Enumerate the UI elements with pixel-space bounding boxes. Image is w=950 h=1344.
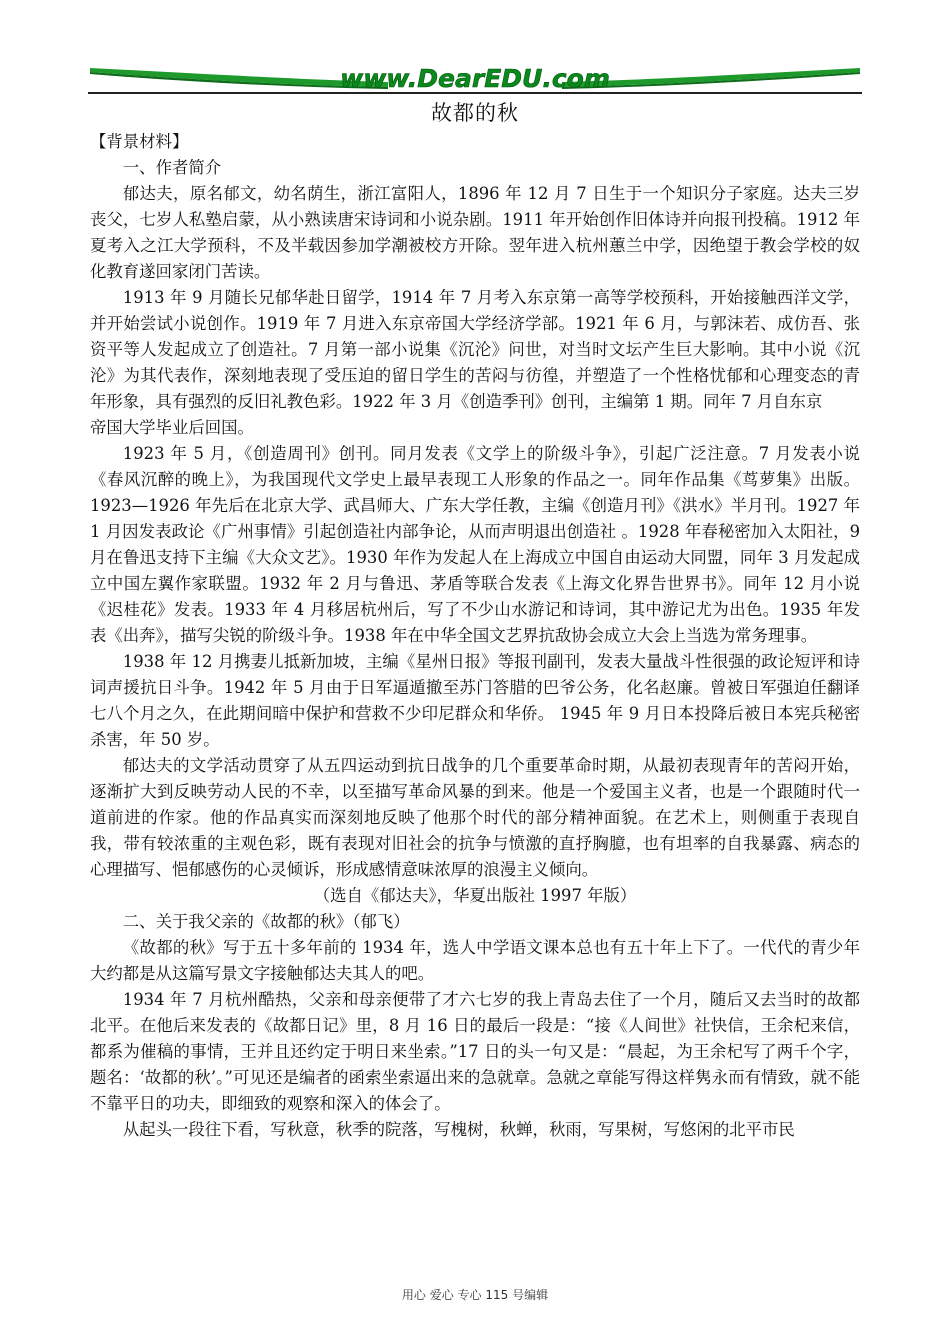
page-footer: 用心 爱心 专心 115 号编辑 bbox=[401, 1288, 549, 1302]
subheading-son-essay: 二、关于我父亲的《故都的秋》（郁飞） bbox=[122, 912, 410, 931]
source-note: （选自《郁达夫》，华夏出版社 1997 年版） bbox=[313, 886, 637, 905]
body-paragraph: 1934 年 7 月杭州酷热，父亲和母亲便带了才六七岁的我上青岛去住了一个月，随后又去当时的故都北平。在他后来发表的《故都日记》里，8 月 16 日的最后一段是：“接《人间世》社快信，王余杞来信，都系为催稿的事情，王并且还约定于明日来坐索。”17 日的头一句又是：“晨起，为王余杞写了两千个字，题名：‘故都的秋’。”可见还是编者的函索坐索逼出来的急就章。急就之章能写得这样隽永而有情致，就不能不靠平日的功夫，即细致的观察和深入的体会了。 bbox=[90, 990, 860, 1113]
subheading-author-intro: 一、作者简介 bbox=[122, 158, 222, 177]
site-logo-text[interactable]: www.DearEDU.com bbox=[340, 64, 610, 93]
body-paragraph: 《故都的秋》写于五十多年前的 1934 年，选人中学语文课本总也有五十年上下了。一代代的青少年大约都是从这篇写景文字接触郁达夫其人的吧。 bbox=[90, 938, 860, 983]
section-heading: 【背景材料】 bbox=[90, 132, 189, 151]
body-paragraph: 郁达夫的文学活动贯穿了从五四运动到抗日战争的几个重要革命时期，从最初表现青年的苦闷开始，逐渐扩大到反映劳动人民的不幸，以至描写革命风暴的到来。他是一个爱国主义者，也是一个跟随时代一道前进的作家。他的作品真实而深刻地反映了他那个时代的部分精神面貌。在艺术上，则侧重于表现自我，带有较浓重的主观色彩，既有表现对旧社会的抗争与愤激的直抒胸臆，也有坦率的自我暴露、病态的心理描写、悒郁感伤的心灵倾诉，形成感情意味浓厚的浪漫主义倾向。 bbox=[90, 756, 860, 879]
body-paragraph: 1923 年 5 月，《创造周刊》创刊。同月发表《文学上的阶级斗争》，引起广泛注意。7 月发表小说《春风沉醉的晚上》，为我国现代文学史上最早表现工人形象的作品之一。同年作品集《茑萝集》出版。1923—1926 年先后在北京大学、武昌师大、广东大学任教，主编《创造月刊》《洪水》半月刊。1927 年 1 月因发表政论《广州事情》引起创造社内部争论，从而声明退出创造社 。1928 年春秘密加入太阳社，9 月在鲁迅支持下主编《大众文艺》。1930 年作为发起人在上海成立中国自由运动大同盟，同年 3 月发起成立中国左翼作家联盟。1932 年 2 月与鲁迅、茅盾等联合发表《上海文化界告世界书》。同年 12 月小说《迟桂花》发表。1933 年 4 月移居杭州后，写了不少山水游记和诗词，其中游记尤为出色。1935 年发表《出奔》，描写尖锐的阶级斗争。1938 年在中华全国文艺界抗敌协会成立大会上当选为常务理事。 bbox=[90, 444, 860, 645]
body-paragraph: 1938 年 12 月携妻儿抵新加坡，主编《星州日报》等报刊副刊，发表大量战斗性很强的政论短评和诗词声援抗日斗争。1942 年 5 月由于日军逼遁撤至苏门答腊的巴爷公务，化名赵廉。曾被日军强迫任翻译七八个月之久，在此期间暗中保护和营救不少印尼群众和华侨。 1945 年 9 月日本投降后被日本宪兵秘密杀害，年 50 岁。 bbox=[90, 652, 860, 749]
site-banner bbox=[88, 60, 862, 96]
body-paragraph: 1913 年 9 月随长兄郁华赴日留学，1914 年 7 月考入东京第一高等学校预科，开始接触西洋文学，并开始尝试小说创作。1919 年 7 月进入东京帝国大学经济学部。1921 年 6 月，与郭沫若、成仿吾、张资平等人发起成立了创造社。7 月第一部小说集《沉沦》问世，对当时文坛产生巨大影响。其中小说《沉沦》为其代表作，深刻地表现了受压迫的留日学生的苦闷与彷徨，并塑造了一个性格忧郁和心理变态的青年形象，具有强烈的反旧礼教色彩。1922 年 3 月《创造季刊》创刊，主编第 1 期。同年 7 月自东京 bbox=[90, 288, 860, 411]
continuation-line: 帝国大学毕业后回国。 bbox=[90, 418, 254, 437]
body-paragraph: 郁达夫，原名郁文，幼名荫生，浙江富阳人，1896 年 12 月 7 日生于一个知识分子家庭。达夫三岁丧父，七岁人私塾启蒙，从小熟读唐宋诗词和小说杂剧。1911 年开始创作旧体诗并向报刊投稿。1912 年夏考入之江大学预科，不及半载因参加学潮被校方开除。翌年进入杭州蕙兰中学，因绝望于教会学校的奴化教育遂回家闭门苦读。 bbox=[90, 184, 860, 281]
document-body bbox=[90, 129, 860, 1143]
body-paragraph: 从起头一段往下看，写秋意，秋季的院落，写槐树，秋蝉，秋雨，写果树，写悠闲的北平市民 bbox=[122, 1120, 795, 1139]
document-title: 故都的秋 bbox=[431, 101, 519, 125]
header-rule bbox=[88, 92, 862, 94]
banner-swoosh-graphic bbox=[88, 60, 862, 96]
